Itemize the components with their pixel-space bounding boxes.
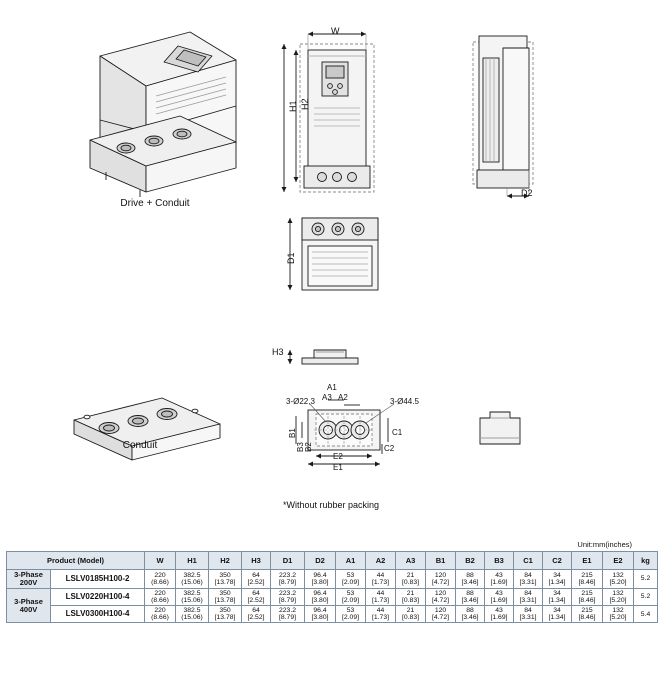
dim-cell: 96.4 [3.80] — [305, 588, 336, 605]
dim-cell: 350 [13.78] — [209, 606, 242, 623]
weight-cell: 5.2 — [634, 588, 658, 605]
gasket-edge-view — [470, 400, 530, 460]
label-B3: B3 — [296, 442, 305, 452]
label-B2: B2 — [304, 442, 313, 452]
dim-cell: 382.5 (15.06) — [176, 606, 209, 623]
dim-cell: 88 [3.46] — [456, 570, 485, 589]
dim-cell: 44 [1.73] — [366, 570, 396, 589]
dim-cell: 120 [4.72] — [426, 570, 456, 589]
side-view — [455, 28, 565, 203]
th-C2: C2 — [543, 552, 572, 570]
dim-cell: 44 [1.73] — [366, 606, 396, 623]
dim-cell: 43 [1.69] — [485, 606, 514, 623]
dim-cell: 350 [13.78] — [209, 588, 242, 605]
model-cell: LSLV0300H100-4 — [51, 606, 145, 623]
dim-cell: 64 [2.52] — [242, 570, 271, 589]
dim-cell: 34 [1.34] — [543, 606, 572, 623]
label-A1: A1 — [327, 383, 337, 392]
unit-note: Unit:mm(inches) — [577, 540, 632, 549]
dim-cell: 21 [0.83] — [396, 588, 426, 605]
label-hole-44-5: 3-Ø44.5 — [390, 397, 419, 406]
dim-cell: 215 [8.46] — [572, 606, 603, 623]
th-W: W — [145, 552, 176, 570]
th-A2: A2 — [366, 552, 396, 570]
top-view — [282, 212, 402, 302]
dim-cell: 21 [0.83] — [396, 570, 426, 589]
label-D1: D1 — [286, 252, 296, 264]
table-header-row — [7, 552, 658, 570]
th-H1: H1 — [176, 552, 209, 570]
th-H3: H3 — [242, 552, 271, 570]
dim-cell: 53 [2.09] — [336, 606, 366, 623]
dim-cell: 64 [2.52] — [242, 606, 271, 623]
label-A3: A3 — [322, 393, 332, 402]
dim-cell: 64 [2.52] — [242, 588, 271, 605]
dim-cell: 223.2 [8.79] — [271, 570, 305, 589]
dimension-table — [6, 551, 658, 623]
label-H3: H3 — [272, 347, 284, 357]
dim-cell: 220 (8.66) — [145, 606, 176, 623]
dim-cell: 44 [1.73] — [366, 588, 396, 605]
th-product-model: Product (Model) — [7, 552, 145, 570]
dim-cell: 120 [4.72] — [426, 588, 456, 605]
th-H2: H2 — [209, 552, 242, 570]
th-B1: B1 — [426, 552, 456, 570]
dim-cell: 382.5 (15.06) — [176, 588, 209, 605]
label-D2: D2 — [521, 188, 533, 198]
dim-cell: 21 [0.83] — [396, 606, 426, 623]
dim-cell: 220 (8.66) — [145, 588, 176, 605]
label-H1: H1 — [288, 100, 298, 112]
th-A3: A3 — [396, 552, 426, 570]
without-rubber-packing-note: *Without rubber packing — [283, 500, 380, 510]
table-row — [7, 588, 658, 605]
th-D2: D2 — [305, 552, 336, 570]
th-A1: A1 — [336, 552, 366, 570]
model-cell: LSLV0220H100-4 — [51, 588, 145, 605]
dim-cell: 96.4 [3.80] — [305, 606, 336, 623]
th-E1: E1 — [572, 552, 603, 570]
dim-cell: 43 [1.69] — [485, 588, 514, 605]
drive-conduit-caption: Drive + Conduit — [120, 198, 190, 209]
weight-cell: 5.2 — [634, 570, 658, 589]
th-B2: B2 — [456, 552, 485, 570]
dim-cell: 223.2 [8.79] — [271, 588, 305, 605]
dim-cell: 132 [5.20] — [603, 606, 634, 623]
th-kg: kg — [634, 552, 658, 570]
model-cell: LSLV0185H100-2 — [51, 570, 145, 589]
isometric-conduit-view — [62, 390, 232, 465]
label-A2: A2 — [338, 393, 348, 402]
th-E2: E2 — [603, 552, 634, 570]
bottom-edge-view — [282, 336, 402, 376]
dim-cell: 43 [1.69] — [485, 570, 514, 589]
phase-cell: 3-Phase 200V — [7, 570, 51, 589]
weight-cell: 5.4 — [634, 606, 658, 623]
dim-cell: 132 [5.20] — [603, 570, 634, 589]
label-H2: H2 — [300, 98, 310, 110]
label-hole-22-3: 3-Ø22,3 — [286, 397, 315, 406]
isometric-drive-conduit-view — [60, 20, 250, 195]
dim-cell: 53 [2.09] — [336, 588, 366, 605]
th-D1: D1 — [271, 552, 305, 570]
table-body — [7, 570, 658, 623]
th-B3: B3 — [485, 552, 514, 570]
dim-cell: 88 [3.46] — [456, 588, 485, 605]
dim-cell: 84 [3.31] — [514, 588, 543, 605]
dim-cell: 53 [2.09] — [336, 570, 366, 589]
th-C1: C1 — [514, 552, 543, 570]
table-row — [7, 570, 658, 589]
label-C1: C1 — [392, 428, 403, 437]
dim-cell: 96.4 [3.80] — [305, 570, 336, 589]
label-E2: E2 — [333, 452, 343, 461]
dim-cell: 84 [3.31] — [514, 606, 543, 623]
dim-cell: 215 [8.46] — [572, 570, 603, 589]
dim-cell: 223.2 [8.79] — [271, 606, 305, 623]
front-view — [278, 22, 398, 212]
dim-cell: 88 [3.46] — [456, 606, 485, 623]
dim-cell: 120 [4.72] — [426, 606, 456, 623]
dim-cell: 34 [1.34] — [543, 588, 572, 605]
label-W: W — [331, 26, 340, 36]
dim-cell: 220 (8.66) — [145, 570, 176, 589]
conduit-caption: Conduit — [122, 440, 158, 451]
dim-cell: 132 [5.20] — [603, 588, 634, 605]
label-E1: E1 — [333, 463, 343, 472]
label-C2: C2 — [384, 444, 395, 453]
phase-cell: 3-Phase 400V — [7, 588, 51, 623]
dim-cell: 382.5 (15.06) — [176, 570, 209, 589]
table-row — [7, 606, 658, 623]
dim-cell: 350 [13.78] — [209, 570, 242, 589]
dim-cell: 215 [8.46] — [572, 588, 603, 605]
dim-cell: 84 [3.31] — [514, 570, 543, 589]
dim-cell: 34 [1.34] — [543, 570, 572, 589]
label-B1: B1 — [288, 428, 297, 438]
